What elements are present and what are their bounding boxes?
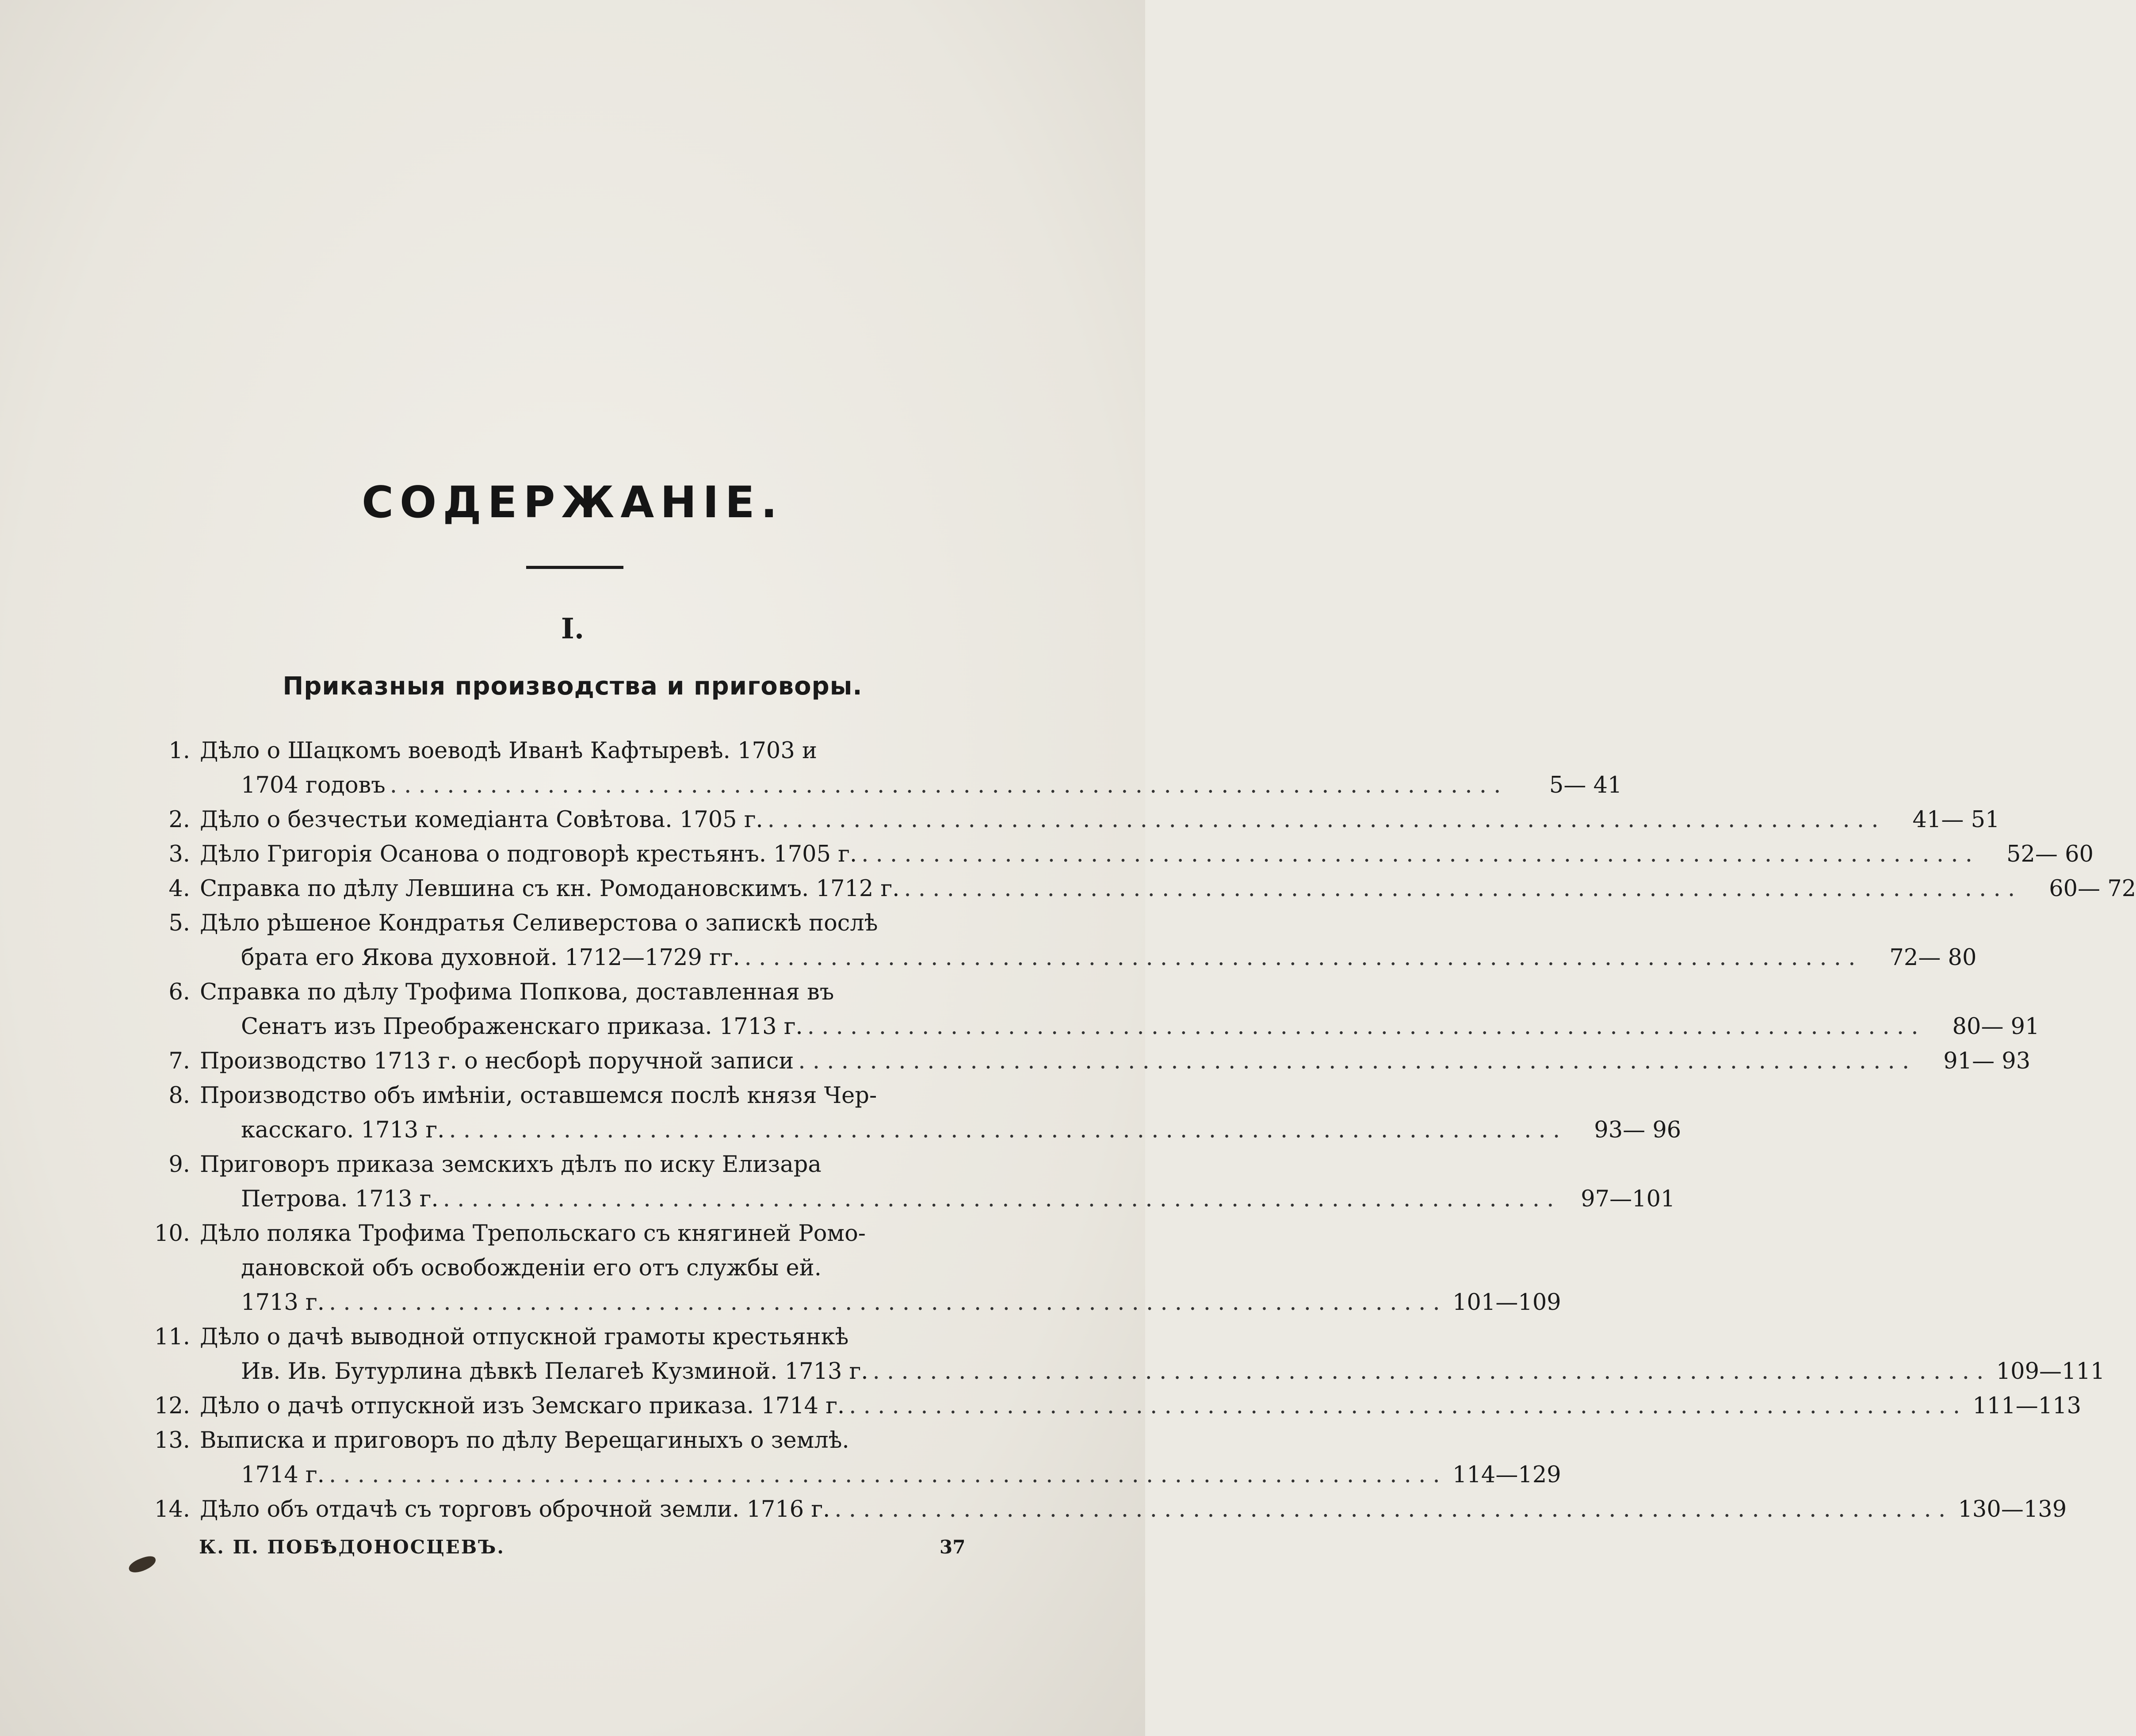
toc-entry-line — [141, 1010, 2040, 1044]
entry-text: Ив. Ив. Бутурлина дѣвкѣ Пелагеѣ Кузминой. 1713 г. — [241, 1358, 868, 1385]
toc-entry-line — [141, 941, 1977, 975]
entry-text: Справка по дѣлу Левшина съ кн. Ромодановскимъ. 1712 г. — [200, 876, 900, 902]
dot-leader — [844, 1389, 1966, 1423]
page-range: 80— 91 — [1952, 1014, 2040, 1040]
entry-number: 14. — [154, 1496, 190, 1522]
page-range: 41— 51 — [1912, 807, 2000, 833]
toc-entry-line — [141, 906, 1026, 941]
entry-text: Петрова. 1713 г. — [241, 1186, 439, 1212]
toc-entry — [141, 906, 1977, 975]
entry-text: 1704 годовъ — [241, 772, 386, 798]
entry-text: Справка по дѣлу Трофима Попкова, доставленная въ — [200, 979, 834, 1005]
entry-text: Приговоръ приказа земскихъ дѣлъ по иску Елизара — [200, 1152, 822, 1178]
entry-text: дановской объ освобожденіи его отъ службы ей. — [241, 1255, 822, 1281]
toc-entry-line — [141, 837, 2094, 872]
dot-leader — [794, 1044, 1915, 1079]
toc-entry-line — [141, 768, 1622, 803]
toc-entry — [141, 1423, 1561, 1492]
dot-leader — [444, 1113, 1566, 1148]
page-range: 109—111 — [1996, 1358, 2105, 1385]
entry-number: 8. — [168, 1083, 190, 1109]
toc-entry — [141, 1044, 2031, 1079]
dot-leader — [830, 1492, 1952, 1527]
toc-entry-line — [141, 1217, 1026, 1251]
toc-entry-line — [141, 1320, 1026, 1354]
toc-entry — [141, 1079, 1681, 1148]
dot-leader — [857, 837, 1979, 872]
dot-leader — [386, 768, 1507, 803]
entry-number: 1. — [168, 738, 190, 764]
entry-number: 10. — [154, 1221, 190, 1247]
entry-number: 12. — [154, 1393, 190, 1419]
entry-text: Сенатъ изъ Преображенскаго приказа. 1713 г. — [241, 1014, 803, 1040]
toc-entry-line — [141, 1182, 1675, 1217]
page-range: 93— 96 — [1594, 1117, 1681, 1143]
entry-text: Дѣло о безчестьи комедіанта Совѣтова. 1705 г. — [200, 807, 763, 833]
toc-entry — [141, 1217, 1561, 1320]
dot-leader — [439, 1182, 1560, 1217]
entry-text: Дѣло объ отдачѣ съ торговъ оброчной земли. 1716 г. — [200, 1496, 830, 1522]
entry-number: 13. — [154, 1427, 190, 1454]
entry-text: Дѣло о дачѣ выводной отпускной грамоты крестьянкѣ — [200, 1324, 849, 1350]
page-range: 114—129 — [1452, 1462, 1561, 1488]
toc-entry — [141, 1389, 2082, 1423]
toc-entry — [141, 1492, 2067, 1527]
table-of-contents — [141, 734, 2136, 1527]
toc-entry-line — [141, 1492, 2067, 1527]
page-range: 5— 41 — [1549, 772, 1622, 798]
toc-entry — [141, 803, 2000, 837]
entry-text: Дѣло поляка Трофима Трепольскаго съ княгиней Ромо- — [200, 1221, 866, 1247]
toc-entry-line — [141, 1423, 1026, 1458]
toc-entry-line — [141, 975, 1026, 1010]
page-title: СОДЕРЖАНІЕ. — [362, 477, 783, 528]
entry-number: 5. — [168, 910, 190, 936]
section-number: I. — [561, 612, 585, 645]
toc-entry — [141, 1148, 1675, 1217]
entry-text: Производство объ имѣніи, оставшемся послѣ князя Чер- — [200, 1083, 877, 1109]
entry-text: брата его Якова духовной. 1712—1729 гг. — [241, 945, 740, 971]
toc-entry — [141, 1320, 2105, 1389]
entry-text: Выписка и приговоръ по дѣлу Верещагиныхъ о землѣ. — [200, 1427, 849, 1454]
entry-text: Производство 1713 г. о несборѣ поручной записи — [200, 1048, 794, 1074]
entry-number: 3. — [168, 841, 190, 867]
toc-entry-line — [141, 1354, 2105, 1389]
entry-number: 11. — [154, 1324, 190, 1350]
dot-leader — [868, 1354, 1990, 1389]
toc-entry — [141, 872, 2136, 906]
toc-entry-line — [141, 1458, 1561, 1492]
dot-leader — [803, 1010, 1925, 1044]
entry-text: Дѣло о дачѣ отпускной изъ Земскаго приказа. 1714 г. — [200, 1393, 845, 1419]
page-footer — [0, 1536, 1145, 1567]
toc-entry-line — [141, 1079, 1026, 1113]
toc-entry — [141, 734, 1622, 803]
dot-leader — [325, 1286, 1446, 1320]
entry-text: 1713 г. — [241, 1290, 325, 1316]
entry-text: касскаго. 1713 г. — [241, 1117, 445, 1143]
page-range: 130—139 — [1958, 1496, 2067, 1522]
page-range: 111—113 — [1972, 1393, 2082, 1419]
dot-leader — [325, 1458, 1446, 1492]
entry-number: 6. — [168, 979, 190, 1005]
page-range: 52— 60 — [2006, 841, 2094, 867]
dot-leader — [899, 872, 2021, 906]
sheet-number: 37 — [940, 1536, 966, 1558]
toc-entry-line — [141, 1251, 1026, 1286]
entry-text: Дѣло рѣшеное Кондратья Селиверстова о запискѣ послѣ — [200, 910, 878, 936]
entry-number: 2. — [168, 807, 190, 833]
entry-number: 9. — [168, 1152, 190, 1178]
toc-entry-line — [141, 734, 1026, 768]
entry-number: 7. — [168, 1048, 190, 1074]
page-range: 72— 80 — [1889, 945, 1977, 971]
page-range: 101—109 — [1452, 1290, 1561, 1316]
toc-entry — [141, 975, 2040, 1044]
section-title: Приказныя производства и приговоры. — [283, 672, 863, 701]
entry-text: 1714 г. — [241, 1462, 325, 1488]
toc-entry-line — [141, 1113, 1681, 1148]
dot-leader — [740, 941, 1862, 975]
entry-text: Дѣло Григорія Осанова о подговорѣ крестьянъ. 1705 г. — [200, 841, 857, 867]
toc-entry-line — [141, 1044, 2031, 1079]
toc-entry-line — [141, 872, 2136, 906]
page-range: 91— 93 — [1943, 1048, 2031, 1074]
entry-number: 4. — [168, 876, 190, 902]
toc-entry-line — [141, 803, 2000, 837]
entry-text: Дѣло о Шацкомъ воеводѣ Иванѣ Кафтыревѣ. 1703 и — [200, 738, 818, 764]
toc-entry-line — [141, 1286, 1561, 1320]
signature-mark: К. П. ПОБѢДОНОСЦЕВЪ. — [199, 1536, 505, 1558]
toc-entry-line — [141, 1148, 1026, 1182]
toc-entry — [141, 837, 2094, 872]
page-range: 97—101 — [1581, 1186, 1675, 1212]
page-range: 60— 72 — [2049, 876, 2136, 902]
title-rule — [526, 566, 623, 569]
dot-leader — [763, 803, 1885, 837]
toc-entry-line — [141, 1389, 2082, 1423]
